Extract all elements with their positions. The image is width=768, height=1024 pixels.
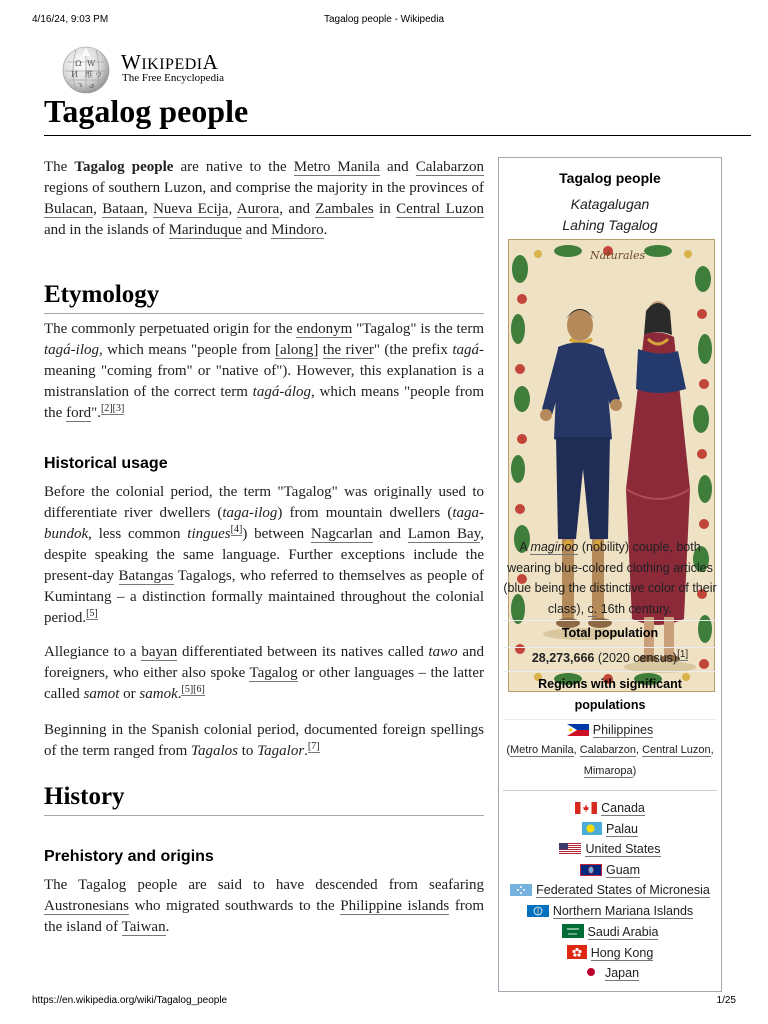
svg-text:W: W bbox=[87, 59, 96, 68]
link-nagcarlan[interactable]: Nagcarlan bbox=[310, 526, 373, 542]
link-ph-metro-manila[interactable]: Metro Manila bbox=[510, 744, 574, 756]
link-circa[interactable]: c. bbox=[587, 601, 598, 616]
country-row-northern-mariana-islands bbox=[499, 904, 721, 918]
svg-text:ウ: ウ bbox=[95, 71, 102, 79]
infobox-separator bbox=[503, 719, 717, 720]
site-tagline: The Free Encyclopedia bbox=[122, 72, 225, 84]
country-row-united-states bbox=[499, 842, 721, 856]
country-row-canada bbox=[499, 801, 721, 815]
infobox-separator bbox=[503, 790, 717, 791]
saudi-arabia-flag-icon bbox=[562, 924, 584, 938]
etymology-divider bbox=[44, 313, 484, 314]
wikipedia-globe-icon[interactable] bbox=[60, 44, 112, 96]
link-bataan[interactable]: Bataan bbox=[102, 201, 144, 217]
link-japan[interactable]: Japan bbox=[604, 966, 640, 980]
etymology-paragraph: The commonly perpetuated origin for the endonym "Tagalog" is the term tagá-ilog, which means "people from [along] the river" (the prefix tagá- meaning "coming from" or "native of"). However, this explanation is a mistranslation of the correct term tagá-álog, which means "people from the ford".[2][3] bbox=[44, 321, 485, 421]
philippines-flag-icon bbox=[567, 724, 589, 736]
svg-text:ی: ی bbox=[89, 81, 95, 89]
infobox-title: Tagalog people bbox=[559, 170, 661, 186]
prehistory-paragraph: The Tagalog people are said to have descended from seafaring Austronesians who migrated southwards to the Philippine islands from the island of Taiwan. bbox=[44, 877, 484, 935]
wikipedia-wordmark[interactable]: WIKIPEDIA bbox=[121, 50, 219, 74]
hong-kong-flag-icon bbox=[567, 945, 587, 959]
print-datetime: 4/16/24, 9:03 PM bbox=[32, 14, 109, 25]
country-row-hong-kong bbox=[499, 945, 721, 960]
ref-5[interactable]: [5] bbox=[86, 608, 98, 619]
link-austronesians[interactable]: Austronesians bbox=[44, 898, 129, 914]
page-title: Tagalog people bbox=[44, 93, 249, 129]
print-page-title: Tagalog people - Wikipedia bbox=[323, 14, 445, 25]
link-the-river[interactable]: the river bbox=[322, 342, 374, 358]
link-lamon-bay[interactable]: Lamon Bay bbox=[407, 526, 481, 542]
svg-text:维: 维 bbox=[85, 70, 93, 79]
heading-history: History bbox=[44, 783, 125, 810]
infobox-separator bbox=[503, 647, 717, 648]
link-taiwan[interactable]: Taiwan bbox=[121, 919, 166, 935]
country-row-palau bbox=[499, 822, 721, 836]
intro-paragraph: The Tagalog people are native to the Metro Manila and Calabarzon regions of southern Luzon, and comprise the majority in the provinces of Bulacan, Bataan, Nueva Ecija, Aurora, and Zambales in Central Luzon and in the islands of Marinduque and Mindoro. bbox=[44, 159, 485, 238]
link-bayan[interactable]: bayan bbox=[141, 644, 178, 660]
link-saudi-arabia[interactable]: Saudi Arabia bbox=[587, 925, 659, 939]
ref-4[interactable]: [4] bbox=[230, 524, 243, 535]
svg-text:Ω: Ω bbox=[75, 59, 82, 68]
link-calabarzon[interactable]: Calabarzon bbox=[415, 159, 484, 175]
link-mindoro[interactable]: Mindoro bbox=[271, 222, 324, 238]
ref-2[interactable]: [2] bbox=[100, 403, 113, 414]
ref-7[interactable]: [7] bbox=[307, 741, 320, 752]
historical-usage-paragraph-2: Allegiance to a bayan differentiated between its natives called tawo and foreigners, who either also spoke Tagalog or other languages – the latter called samot or samok.[5][6] bbox=[44, 644, 484, 702]
canada-flag-icon bbox=[575, 802, 597, 814]
link-ph-mimaropa[interactable]: Mimaropa bbox=[583, 765, 633, 777]
country-row-guam bbox=[499, 863, 721, 877]
link-along[interactable]: [along] bbox=[275, 342, 319, 358]
guam-flag-icon bbox=[580, 864, 602, 876]
infobox-separator bbox=[503, 620, 717, 621]
infobox-native-name-2: Lahing Tagalog bbox=[562, 217, 658, 233]
link-northern-mariana-islands[interactable]: Northern Mariana Islands bbox=[552, 904, 694, 918]
micronesia-flag-icon bbox=[510, 884, 532, 896]
country-row-saudi-arabia bbox=[499, 924, 721, 939]
japan-flag-icon bbox=[581, 965, 601, 979]
history-divider bbox=[44, 815, 484, 816]
link-canada[interactable]: Canada bbox=[601, 801, 645, 815]
infobox-population-value: 28,273,666 (2020 census)[1] bbox=[531, 648, 689, 665]
link-ford[interactable]: ford bbox=[66, 405, 92, 421]
united-states-flag-icon bbox=[559, 843, 581, 855]
link-zambales[interactable]: Zambales bbox=[315, 201, 374, 217]
infobox bbox=[498, 157, 722, 992]
infobox-native-name-1: Katagalugan bbox=[570, 196, 650, 212]
link-bulacan[interactable]: Bulacan bbox=[44, 201, 94, 217]
link-batangas[interactable]: Batangas bbox=[118, 568, 174, 584]
ref-5b[interactable]: [5] bbox=[181, 684, 194, 695]
link-guam[interactable]: Guam bbox=[605, 863, 641, 877]
historical-usage-paragraph-1: Before the colonial period, the term "Tagalog" was originally used to differentiate river dwellers (taga-ilog) from mountain dwellers (taga-bundok, less common tingues[4]) between Nagcarlan and Lamon Bay, despite speaking the same language. Further exceptions include the present-day Batangas Tagalogs, who referred to themselves as people of Kumintang – a distinction formally maintained throughout the colonial period.[5] bbox=[44, 484, 484, 626]
country-row-japan bbox=[499, 965, 721, 980]
svg-text:ว: ว bbox=[78, 81, 82, 89]
infobox-regions-label: Regions with significant populations bbox=[538, 677, 682, 712]
link-marinduque[interactable]: Marinduque bbox=[168, 222, 242, 238]
infobox-ph-regions: (Metro Manila, Calabarzon, Central Luzon, Mimaropa) bbox=[506, 744, 714, 777]
northern-mariana-islands-flag-icon bbox=[527, 905, 549, 917]
ref-1[interactable]: [1] bbox=[677, 648, 689, 660]
historical-usage-paragraph-3: Beginning in the Spanish colonial period, documented foreign spellings of the term ranged from Tagalos to Tagalor.[7] bbox=[44, 722, 484, 759]
link-nueva-ecija[interactable]: Nueva Ecija bbox=[153, 201, 229, 217]
palau-flag-icon bbox=[582, 822, 602, 835]
ref-3[interactable]: [3] bbox=[112, 403, 125, 414]
link-endonym[interactable]: endonym bbox=[296, 321, 353, 337]
link-micronesia[interactable]: Federated States of Micronesia bbox=[536, 883, 710, 897]
link-central-luzon[interactable]: Central Luzon bbox=[396, 201, 485, 217]
image-inscription: Naturales bbox=[590, 249, 646, 262]
link-ph-central-luzon[interactable]: Central Luzon bbox=[642, 744, 711, 756]
country-row-philippines bbox=[499, 723, 721, 737]
link-hong-kong[interactable]: Hong Kong bbox=[590, 946, 654, 960]
ref-6[interactable]: [6] bbox=[193, 684, 205, 695]
print-url: https://en.wikipedia.org/wiki/Tagalog_people bbox=[32, 995, 228, 1006]
link-metro-manila[interactable]: Metro Manila bbox=[293, 159, 380, 175]
link-united-states[interactable]: United States bbox=[585, 842, 661, 856]
infobox-separator bbox=[503, 671, 717, 672]
link-ph-calabarzon[interactable]: Calabarzon bbox=[579, 744, 636, 756]
heading-etymology: Etymology bbox=[44, 281, 160, 308]
infobox-total-population-label: Total population bbox=[561, 626, 659, 640]
link-aurora[interactable]: Aurora bbox=[236, 201, 280, 217]
link-tagalog[interactable]: Tagalog bbox=[249, 665, 298, 681]
svg-text:И: И bbox=[71, 70, 78, 79]
country-row-micronesia bbox=[499, 883, 721, 897]
link-palau[interactable]: Palau bbox=[606, 822, 638, 836]
heading-prehistory: Prehistory and origins bbox=[44, 848, 214, 865]
title-divider bbox=[44, 135, 751, 136]
link-maginoo[interactable]: maginoo bbox=[530, 540, 579, 554]
link-philippines[interactable]: Philippines bbox=[592, 723, 654, 737]
link-philippine-islands[interactable]: Philippine islands bbox=[340, 898, 450, 914]
heading-historical-usage: Historical usage bbox=[44, 455, 168, 472]
infobox-caption: A maginoo (nobility) couple, both wearing blue-colored clothing articles (blue being the distinctive color of their class), c. 16th century. bbox=[503, 540, 717, 616]
print-page-number: 1/25 bbox=[716, 995, 736, 1006]
